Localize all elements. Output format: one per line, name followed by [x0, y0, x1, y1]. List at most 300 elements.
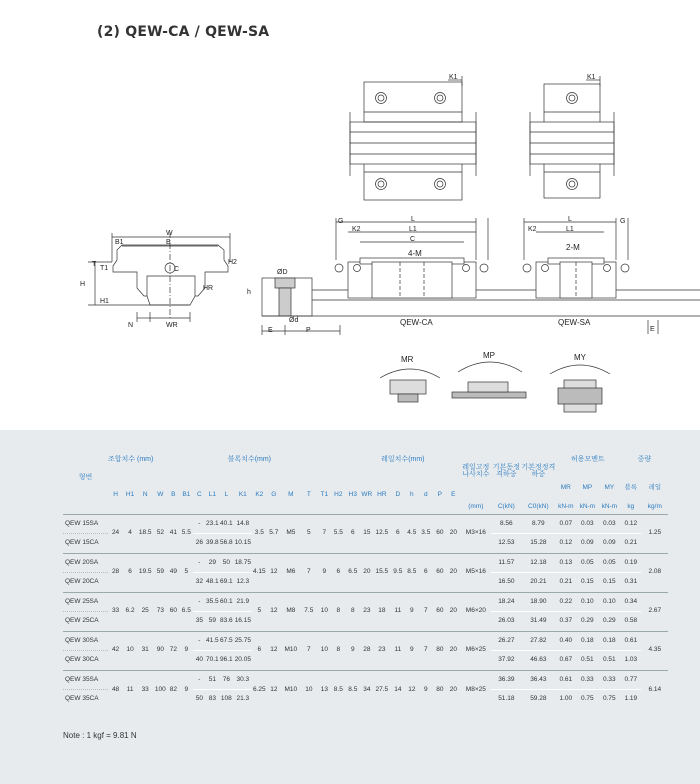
- label-c: C: [174, 266, 180, 273]
- table-cell: 11: [390, 631, 405, 670]
- table-cell: 12: [266, 592, 281, 631]
- table-cell: 0.51: [598, 651, 620, 671]
- table-cell: 6: [418, 553, 433, 592]
- table-cell: 0.07: [555, 514, 576, 534]
- unit-my: kN-m: [601, 502, 618, 510]
- table-cell: 12.18: [521, 553, 555, 573]
- col-t: T: [306, 491, 311, 498]
- table-cell: 6: [345, 514, 360, 553]
- col-dd: d: [424, 491, 428, 498]
- table-cell: 31.49: [521, 612, 555, 632]
- table-cell: 67.5: [219, 631, 233, 651]
- label-l-ca: L: [411, 216, 415, 223]
- table-cell: 25: [137, 592, 153, 631]
- table-cell: 26.03: [491, 612, 521, 632]
- table-cell: 31: [137, 631, 153, 670]
- table-cell: 36.43: [521, 670, 555, 690]
- col-l1: L1: [208, 491, 216, 498]
- table-cell: 4.5: [405, 514, 418, 553]
- table-cell: 0.10: [598, 592, 620, 612]
- table-cell: 60.1: [219, 592, 233, 612]
- label-w: W: [166, 230, 173, 237]
- top-view-sa: [530, 76, 614, 198]
- table-cell: 0.67: [555, 651, 576, 671]
- top-view-ca: [350, 76, 476, 200]
- table-cell: -: [193, 670, 205, 690]
- label-my: MY: [574, 353, 586, 362]
- table-cell: 0.10: [576, 592, 598, 612]
- table-cell: 0.12: [620, 514, 641, 534]
- table-cell: 6: [252, 631, 266, 670]
- unit-mr: kN-m: [558, 502, 574, 510]
- table-cell: 19.5: [137, 553, 153, 592]
- table-cell: 0.61: [620, 631, 641, 651]
- table-cell: 12: [266, 553, 281, 592]
- table-cell: 6.25: [252, 670, 266, 709]
- end-view: [88, 232, 230, 322]
- table-cell: 42: [108, 631, 123, 670]
- table-cell: 0.05: [576, 553, 598, 573]
- table-cell: 14.8: [233, 514, 252, 534]
- table-cell: 8: [331, 592, 345, 631]
- table-cell: 15.5: [373, 553, 390, 592]
- table-cell: 5.7: [266, 514, 281, 553]
- table-cell: 7: [317, 514, 331, 553]
- label-b1: B1: [115, 239, 124, 246]
- label-h: H: [80, 281, 86, 288]
- table-cell: 80: [433, 670, 446, 709]
- table-cell: QEW 15SA: [63, 514, 108, 534]
- table-cell: 11: [390, 592, 405, 631]
- table-cell: 0.34: [620, 592, 641, 612]
- table-cell: 48: [108, 670, 123, 709]
- label-g-ca: G: [338, 218, 344, 225]
- table-cell: 1.25: [641, 514, 668, 553]
- table-cell: M5×16: [460, 553, 491, 592]
- table-cell: 80: [433, 631, 446, 670]
- table-cell: 76: [219, 670, 233, 690]
- table-cell: QEW 35SA: [63, 670, 108, 690]
- table-cell: 0.09: [576, 534, 598, 554]
- label-b: B: [166, 239, 171, 246]
- col-p: P: [437, 491, 442, 498]
- header-assembly: 조합치수 (mm): [108, 455, 154, 463]
- table-cell: 9: [405, 592, 418, 631]
- col-mr: MR: [560, 484, 571, 492]
- header-static: 기본정정격하중: [521, 463, 556, 478]
- table-cell: 27.82: [521, 631, 555, 651]
- table-cell: M6×20: [460, 592, 491, 631]
- table-cell: 0.18: [598, 631, 620, 651]
- label-k1-ca: K1: [449, 74, 458, 81]
- table-cell: 18.75: [233, 553, 252, 573]
- unit-c0: C0(kN): [528, 502, 549, 510]
- label-hr: HR: [203, 285, 214, 292]
- table-cell: 8.5: [331, 670, 345, 709]
- col-mp: MP: [582, 484, 593, 492]
- table-cell: 9.5: [390, 553, 405, 592]
- table-cell: 70.1: [205, 651, 219, 671]
- table-cell: M10: [281, 670, 300, 709]
- table-cell: 50: [193, 690, 205, 710]
- table-cell: 59.28: [521, 690, 555, 710]
- table-cell: 23.1: [205, 514, 219, 534]
- table-cell: 8: [345, 592, 360, 631]
- unit-kg: kg: [627, 502, 635, 510]
- table-cell: 72: [167, 631, 179, 670]
- table-cell: 7: [300, 631, 317, 670]
- table-cell: 60: [433, 553, 446, 592]
- label-4m: 4-M: [408, 249, 422, 258]
- table-cell: 20.05: [233, 651, 252, 671]
- table-cell: 7: [300, 553, 317, 592]
- table-cell: 51.18: [491, 690, 521, 710]
- label-h2: H2: [228, 259, 237, 266]
- table-cell: 41: [167, 514, 179, 553]
- col-c: C: [196, 491, 202, 498]
- table-cell: 100: [153, 670, 167, 709]
- header-weight: 중량: [637, 455, 652, 463]
- unit-bolt: (mm): [468, 502, 484, 510]
- table-cell: 9: [418, 670, 433, 709]
- table-cell: 6.2: [123, 592, 137, 631]
- label-p: P: [306, 327, 311, 334]
- table-cell: 0.15: [598, 573, 620, 593]
- moment-mp-icon: [452, 362, 526, 398]
- table-cell: 0.12: [555, 534, 576, 554]
- unit-mp: kN-m: [579, 502, 596, 510]
- table-cell: 11: [123, 670, 137, 709]
- table-cell: QEW 25CA: [63, 612, 108, 632]
- table-cell: 12.3: [233, 573, 252, 593]
- table-cell: 0.18: [576, 631, 598, 651]
- label-mr: MR: [401, 355, 414, 364]
- table-cell: 4.15: [252, 553, 266, 592]
- table-cell: 0.61: [555, 670, 576, 690]
- table-cell: M6: [281, 553, 300, 592]
- table-cell: 10: [300, 670, 317, 709]
- table-cell: 15: [360, 514, 373, 553]
- table-cell: -: [193, 592, 205, 612]
- table-cell: 12: [405, 670, 418, 709]
- table-cell: 108: [219, 690, 233, 710]
- table-cell: 0.15: [576, 573, 598, 593]
- table-cell: 2.67: [641, 592, 668, 631]
- table-cell: 10: [317, 592, 331, 631]
- table-cell: 6.14: [641, 670, 668, 709]
- table-row: [63, 514, 668, 534]
- col-b1: B1: [182, 491, 191, 498]
- table-cell: 5: [252, 592, 266, 631]
- table-cell: 16.50: [491, 573, 521, 593]
- label-e: E: [268, 327, 273, 334]
- table-cell: 0.03: [598, 514, 620, 534]
- label-l1-sa: L1: [566, 226, 574, 233]
- table-cell: 0.33: [576, 670, 598, 690]
- table-cell: 3.5: [418, 514, 433, 553]
- table-cell: 5.5: [331, 514, 345, 553]
- col-hr: HR: [377, 491, 387, 498]
- table-row: [63, 631, 668, 651]
- table-cell: 23: [373, 631, 390, 670]
- table-cell: 0.37: [555, 612, 576, 632]
- label-t: T: [92, 261, 97, 268]
- table-cell: 9: [405, 631, 418, 670]
- table-cell: 0.03: [576, 514, 598, 534]
- label-qew-sa: QEW-SA: [558, 318, 591, 327]
- table-cell: 60: [433, 592, 446, 631]
- table-cell: 9: [179, 670, 193, 709]
- table-cell: 8.5: [405, 553, 418, 592]
- col-wr: WR: [361, 491, 373, 498]
- table-cell: M5: [281, 514, 300, 553]
- table-cell: 59: [153, 553, 167, 592]
- table-cell: 0.05: [598, 553, 620, 573]
- table-cell: 12: [266, 670, 281, 709]
- table-cell: 5: [300, 514, 317, 553]
- table-cell: 0.75: [576, 690, 598, 710]
- table-cell: QEW 30CA: [63, 651, 108, 671]
- table-cell: 82: [167, 670, 179, 709]
- col-hh: h: [410, 491, 414, 498]
- table-cell: 20: [446, 553, 460, 592]
- spec-table-body: [63, 514, 668, 709]
- table-cell: 96.1: [219, 651, 233, 671]
- col-n: N: [142, 491, 148, 498]
- table-cell: 8.79: [521, 514, 555, 534]
- table-cell: 18.24: [491, 592, 521, 612]
- col-g: G: [271, 491, 277, 498]
- table-cell: 60: [167, 592, 179, 631]
- table-cell: 0.09: [598, 534, 620, 554]
- table-cell: 32: [193, 573, 205, 593]
- table-cell: 20: [446, 631, 460, 670]
- table-cell: 10: [123, 631, 137, 670]
- table-cell: 20: [446, 670, 460, 709]
- table-cell: 0.51: [576, 651, 598, 671]
- page-title: (2) QEW-CA / QEW-SA: [97, 24, 270, 40]
- table-cell: 40.1: [219, 514, 233, 534]
- table-cell: 10.15: [233, 534, 252, 554]
- table-cell: 21.3: [233, 690, 252, 710]
- table-cell: 52: [153, 514, 167, 553]
- table-cell: 0.40: [555, 631, 576, 651]
- table-cell: 35: [193, 612, 205, 632]
- label-l-sa: L: [568, 216, 572, 223]
- label-l1-ca: L1: [409, 226, 417, 233]
- moment-mr-icon: [380, 369, 440, 402]
- table-cell: QEW 20SA: [63, 553, 108, 573]
- table-cell: 73: [153, 592, 167, 631]
- table-cell: 16.15: [233, 612, 252, 632]
- label-e-sa: E: [650, 326, 655, 333]
- col-m: M: [288, 491, 294, 498]
- table-cell: 0.58: [620, 612, 641, 632]
- table-cell: QEW 15CA: [63, 534, 108, 554]
- table-cell: 7: [418, 592, 433, 631]
- header-moment: 허용모멘트: [570, 455, 605, 463]
- table-cell: 7: [418, 631, 433, 670]
- table-cell: 36.39: [491, 670, 521, 690]
- header-model: 형번: [78, 473, 93, 481]
- table-cell: 6: [123, 553, 137, 592]
- table-cell: 8.56: [491, 514, 521, 534]
- table-cell: 37.92: [491, 651, 521, 671]
- table-cell: 23: [360, 592, 373, 631]
- table-cell: 56.8: [219, 534, 233, 554]
- col-l: L: [224, 491, 229, 498]
- table-cell: 28: [108, 553, 123, 592]
- table-cell: 29: [205, 553, 219, 573]
- label-2m: 2-M: [566, 243, 580, 252]
- label-dd: Ød: [289, 317, 299, 324]
- table-cell: QEW 25SA: [63, 592, 108, 612]
- table-cell: 12.53: [491, 534, 521, 554]
- table-cell: 50: [219, 553, 233, 573]
- table-cell: QEW 30SA: [63, 631, 108, 651]
- side-view-sa: [523, 218, 658, 334]
- table-cell: 20: [446, 592, 460, 631]
- table-cell: 0.29: [576, 612, 598, 632]
- spec-table: [63, 441, 668, 709]
- table-cell: 39.8: [205, 534, 219, 554]
- table-cell: -: [193, 514, 205, 534]
- label-d: ØD: [277, 269, 288, 276]
- header-basic: 기본동정격하중: [492, 463, 520, 478]
- rail-section: [262, 278, 700, 335]
- table-cell: 7.5: [300, 592, 317, 631]
- spec-table-area: [0, 430, 700, 784]
- label-h1: H1: [100, 298, 109, 305]
- header-rail: 레일치수(mm): [381, 455, 425, 463]
- table-cell: 18.90: [521, 592, 555, 612]
- table-cell: 0.31: [620, 573, 641, 593]
- label-hh: h: [247, 289, 251, 296]
- table-cell: 1.19: [620, 690, 641, 710]
- label-c-ca: C: [410, 236, 416, 243]
- table-cell: 18.5: [137, 514, 153, 553]
- table-cell: M6×25: [460, 631, 491, 670]
- table-cell: 33: [137, 670, 153, 709]
- table-cell: 14: [390, 670, 405, 709]
- table-cell: 0.33: [598, 670, 620, 690]
- table-cell: 13: [317, 670, 331, 709]
- table-cell: 12.5: [373, 514, 390, 553]
- table-cell: 24: [108, 514, 123, 553]
- table-cell: 40: [193, 651, 205, 671]
- col-h1: H1: [125, 491, 135, 498]
- table-cell: 60: [433, 514, 446, 553]
- col-t1: T1: [320, 491, 329, 498]
- table-cell: 0.22: [555, 592, 576, 612]
- table-row: [63, 553, 668, 573]
- table-cell: M8: [281, 592, 300, 631]
- label-k2-ca: K2: [352, 226, 361, 233]
- table-cell: QEW 35CA: [63, 690, 108, 710]
- table-cell: 59: [205, 612, 219, 632]
- table-cell: 5: [179, 553, 193, 592]
- table-cell: 34: [360, 670, 373, 709]
- table-cell: 9: [317, 553, 331, 592]
- table-cell: 3.5: [252, 514, 266, 553]
- table-cell: 69.1: [219, 573, 233, 593]
- col-h3: H3: [348, 491, 357, 498]
- col-e: E: [451, 491, 456, 498]
- label-mp: MP: [483, 351, 495, 360]
- unit-kgm: kg/m: [647, 502, 662, 510]
- table-cell: 28: [360, 631, 373, 670]
- moment-my-icon: [550, 365, 610, 412]
- table-cell: 9: [345, 631, 360, 670]
- table-cell: 20.21: [521, 573, 555, 593]
- table-cell: 20: [360, 553, 373, 592]
- table-cell: 0.29: [598, 612, 620, 632]
- table-cell: 18: [373, 592, 390, 631]
- table-cell: 26: [193, 534, 205, 554]
- table-cell: -: [193, 553, 205, 573]
- header-block: 블록치수(mm): [227, 455, 272, 463]
- label-g-sa: G: [620, 218, 626, 225]
- label-t1: T1: [100, 265, 109, 272]
- table-row: [63, 592, 668, 612]
- table-cell: 25.75: [233, 631, 252, 651]
- col-h2: H2: [334, 491, 343, 498]
- table-cell: M3×16: [460, 514, 491, 553]
- table-cell: 20: [446, 514, 460, 553]
- table-cell: 33: [108, 592, 123, 631]
- col-my: MY: [604, 484, 615, 492]
- table-cell: 0.75: [598, 690, 620, 710]
- header-bolt: 레일고정나사치수: [462, 463, 490, 478]
- col-b: B: [171, 491, 176, 498]
- table-cell: 83.6: [219, 612, 233, 632]
- table-cell: 6: [390, 514, 405, 553]
- table-cell: 15.28: [521, 534, 555, 554]
- table-cell: 51: [205, 670, 219, 690]
- table-cell: M10: [281, 631, 300, 670]
- table-cell: 1.00: [555, 690, 576, 710]
- table-cell: 83: [205, 690, 219, 710]
- table-cell: 27.5: [373, 670, 390, 709]
- col-d: D: [395, 491, 401, 498]
- label-n: N: [128, 322, 134, 329]
- table-cell: -: [193, 631, 205, 651]
- table-cell: 41.5: [205, 631, 219, 651]
- table-cell: 8.5: [345, 670, 360, 709]
- table-cell: 48.1: [205, 573, 219, 593]
- table-cell: 21.9: [233, 592, 252, 612]
- table-cell: 1.03: [620, 651, 641, 671]
- col-k1: K1: [238, 491, 247, 498]
- table-cell: 90: [153, 631, 167, 670]
- table-cell: 2.08: [641, 553, 668, 592]
- table-cell: 6: [331, 553, 345, 592]
- col-block-w: 블록: [624, 484, 638, 492]
- table-cell: 6.5: [179, 592, 193, 631]
- col-rail-w: 레일: [648, 484, 662, 492]
- table-cell: 4.35: [641, 631, 668, 670]
- table-cell: QEW 20CA: [63, 573, 108, 593]
- table-cell: 9: [179, 631, 193, 670]
- table-cell: 0.13: [555, 553, 576, 573]
- table-cell: 6.5: [345, 553, 360, 592]
- label-qew-ca: QEW-CA: [400, 318, 433, 327]
- col-h: H: [113, 491, 118, 498]
- col-w: W: [157, 491, 164, 498]
- label-k2-sa: K2: [528, 226, 537, 233]
- table-cell: 46.63: [521, 651, 555, 671]
- table-cell: 11.57: [491, 553, 521, 573]
